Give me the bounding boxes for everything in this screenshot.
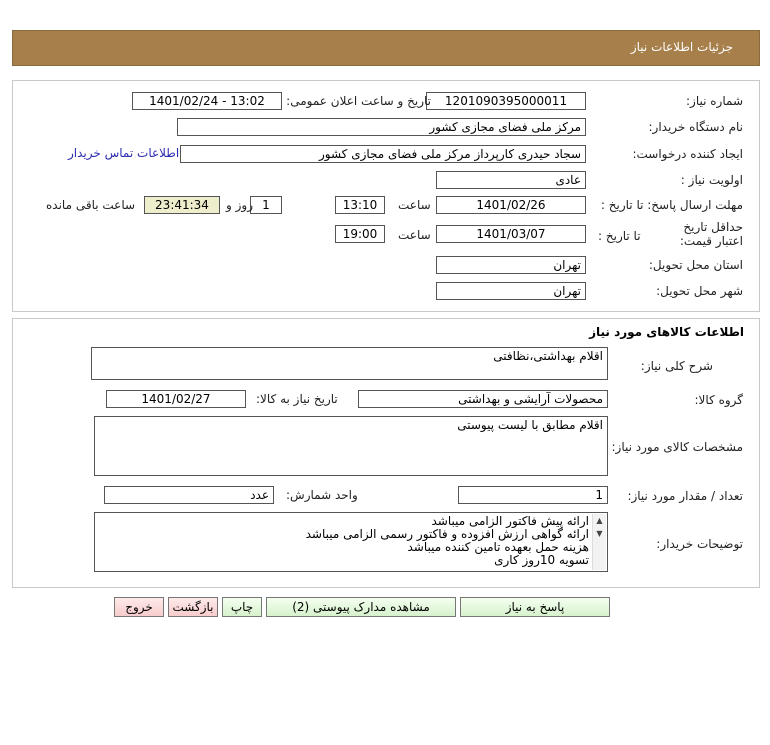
days-field: 1 <box>250 196 282 214</box>
announce-label: تاریخ و ساعت اعلان عمومی: <box>286 94 431 108</box>
validity-time-field: 19:00 <box>335 225 385 243</box>
page-header <box>12 30 760 66</box>
unit-label: واحد شمارش: <box>286 488 358 502</box>
creator-label: ایجاد کننده درخواست: <box>632 147 743 161</box>
validity-label: حداقل تاریخ اعتبار قیمت: <box>679 220 743 248</box>
need-number-field: 1201090395000011 <box>426 92 586 110</box>
qty-field: 1 <box>458 486 608 504</box>
scroll-up-icon[interactable]: ▲ <box>596 516 603 525</box>
note-line: هزینه حمل بعهده تامین کننده میباشد <box>407 540 589 554</box>
group-label: گروه کالا: <box>694 393 743 407</box>
remaining-label: ساعت باقی مانده <box>46 198 136 212</box>
remaining-time-field: 23:41:34 <box>144 196 220 214</box>
deadline-time-label: ساعت <box>398 198 431 212</box>
days-label: روز و <box>226 198 253 212</box>
spec-label: مشخصات کالای مورد نیاز: <box>611 440 743 454</box>
city-label: شهر محل تحویل: <box>656 284 743 298</box>
need-date-field: 1401/02/27 <box>106 390 246 408</box>
need-date-label: تاریخ نیاز به کالا: <box>256 392 338 406</box>
priority-label: اولویت نیاز : <box>680 173 743 187</box>
summary-field: اقلام بهداشتی،نظافتی <box>91 347 608 380</box>
notes-field[interactable] <box>94 512 608 572</box>
exit-button[interactable]: خروج <box>114 597 164 617</box>
notes-label: توضیحات خریدار: <box>656 537 743 551</box>
group-field: محصولات آرایشی و بهداشتی <box>358 390 608 408</box>
spec-field: اقلام مطابق با لیست پیوستی <box>94 416 608 476</box>
deadline-date-field: 1401/02/26 <box>436 196 586 214</box>
priority-field: عادی <box>436 171 586 189</box>
province-field: تهران <box>436 256 586 274</box>
validity-sub-label: تا تاریخ : <box>598 229 641 243</box>
deadline-label: مهلت ارسال پاسخ: تا تاریخ : <box>600 198 743 212</box>
validity-time-label: ساعت <box>398 228 431 242</box>
note-line: ارائه گواهی ارزش افزوده و فاکتور رسمی الزامی میباشد <box>305 527 589 541</box>
summary-label: شرح کلی نیاز: <box>640 359 713 373</box>
attachments-button[interactable]: مشاهده مدارک پیوستی (2) <box>266 597 456 617</box>
qty-label: تعداد / مقدار مورد نیاز: <box>627 489 743 503</box>
note-line: تسویه 10روز کاری <box>494 553 589 567</box>
scroll-down-icon[interactable]: ▼ <box>596 529 603 538</box>
buyer-org-label: نام دستگاه خریدار: <box>648 120 743 134</box>
announce-field: 1401/02/24 - 13:02 <box>132 92 282 110</box>
buyer-contact-link[interactable]: اطلاعات تماس خریدار <box>68 146 180 160</box>
notes-scrollbar[interactable] <box>592 514 606 570</box>
back-button[interactable]: بازگشت <box>168 597 218 617</box>
note-line: ارائه پیش فاکتور الزامی میباشد <box>431 514 589 528</box>
city-field: تهران <box>436 282 586 300</box>
print-button[interactable]: چاپ <box>222 597 262 617</box>
validity-date-field: 1401/03/07 <box>436 225 586 243</box>
need-info-panel <box>12 80 760 312</box>
unit-field: عدد <box>104 486 274 504</box>
page-title: جزئیات اطلاعات نیاز <box>630 40 733 54</box>
buyer-org-field: مرکز ملی فضای مجازی کشور <box>177 118 586 136</box>
creator-field: سجاد حیدری کارپرداز مرکز ملی فضای مجازی کشور <box>180 145 586 163</box>
reply-button[interactable]: پاسخ به نیاز <box>460 597 610 617</box>
deadline-time-field: 13:10 <box>335 196 385 214</box>
province-label: استان محل تحویل: <box>648 258 743 272</box>
goods-section-title: اطلاعات کالاهای مورد نیاز <box>589 325 744 339</box>
need-number-label: شماره نیاز: <box>686 94 743 108</box>
